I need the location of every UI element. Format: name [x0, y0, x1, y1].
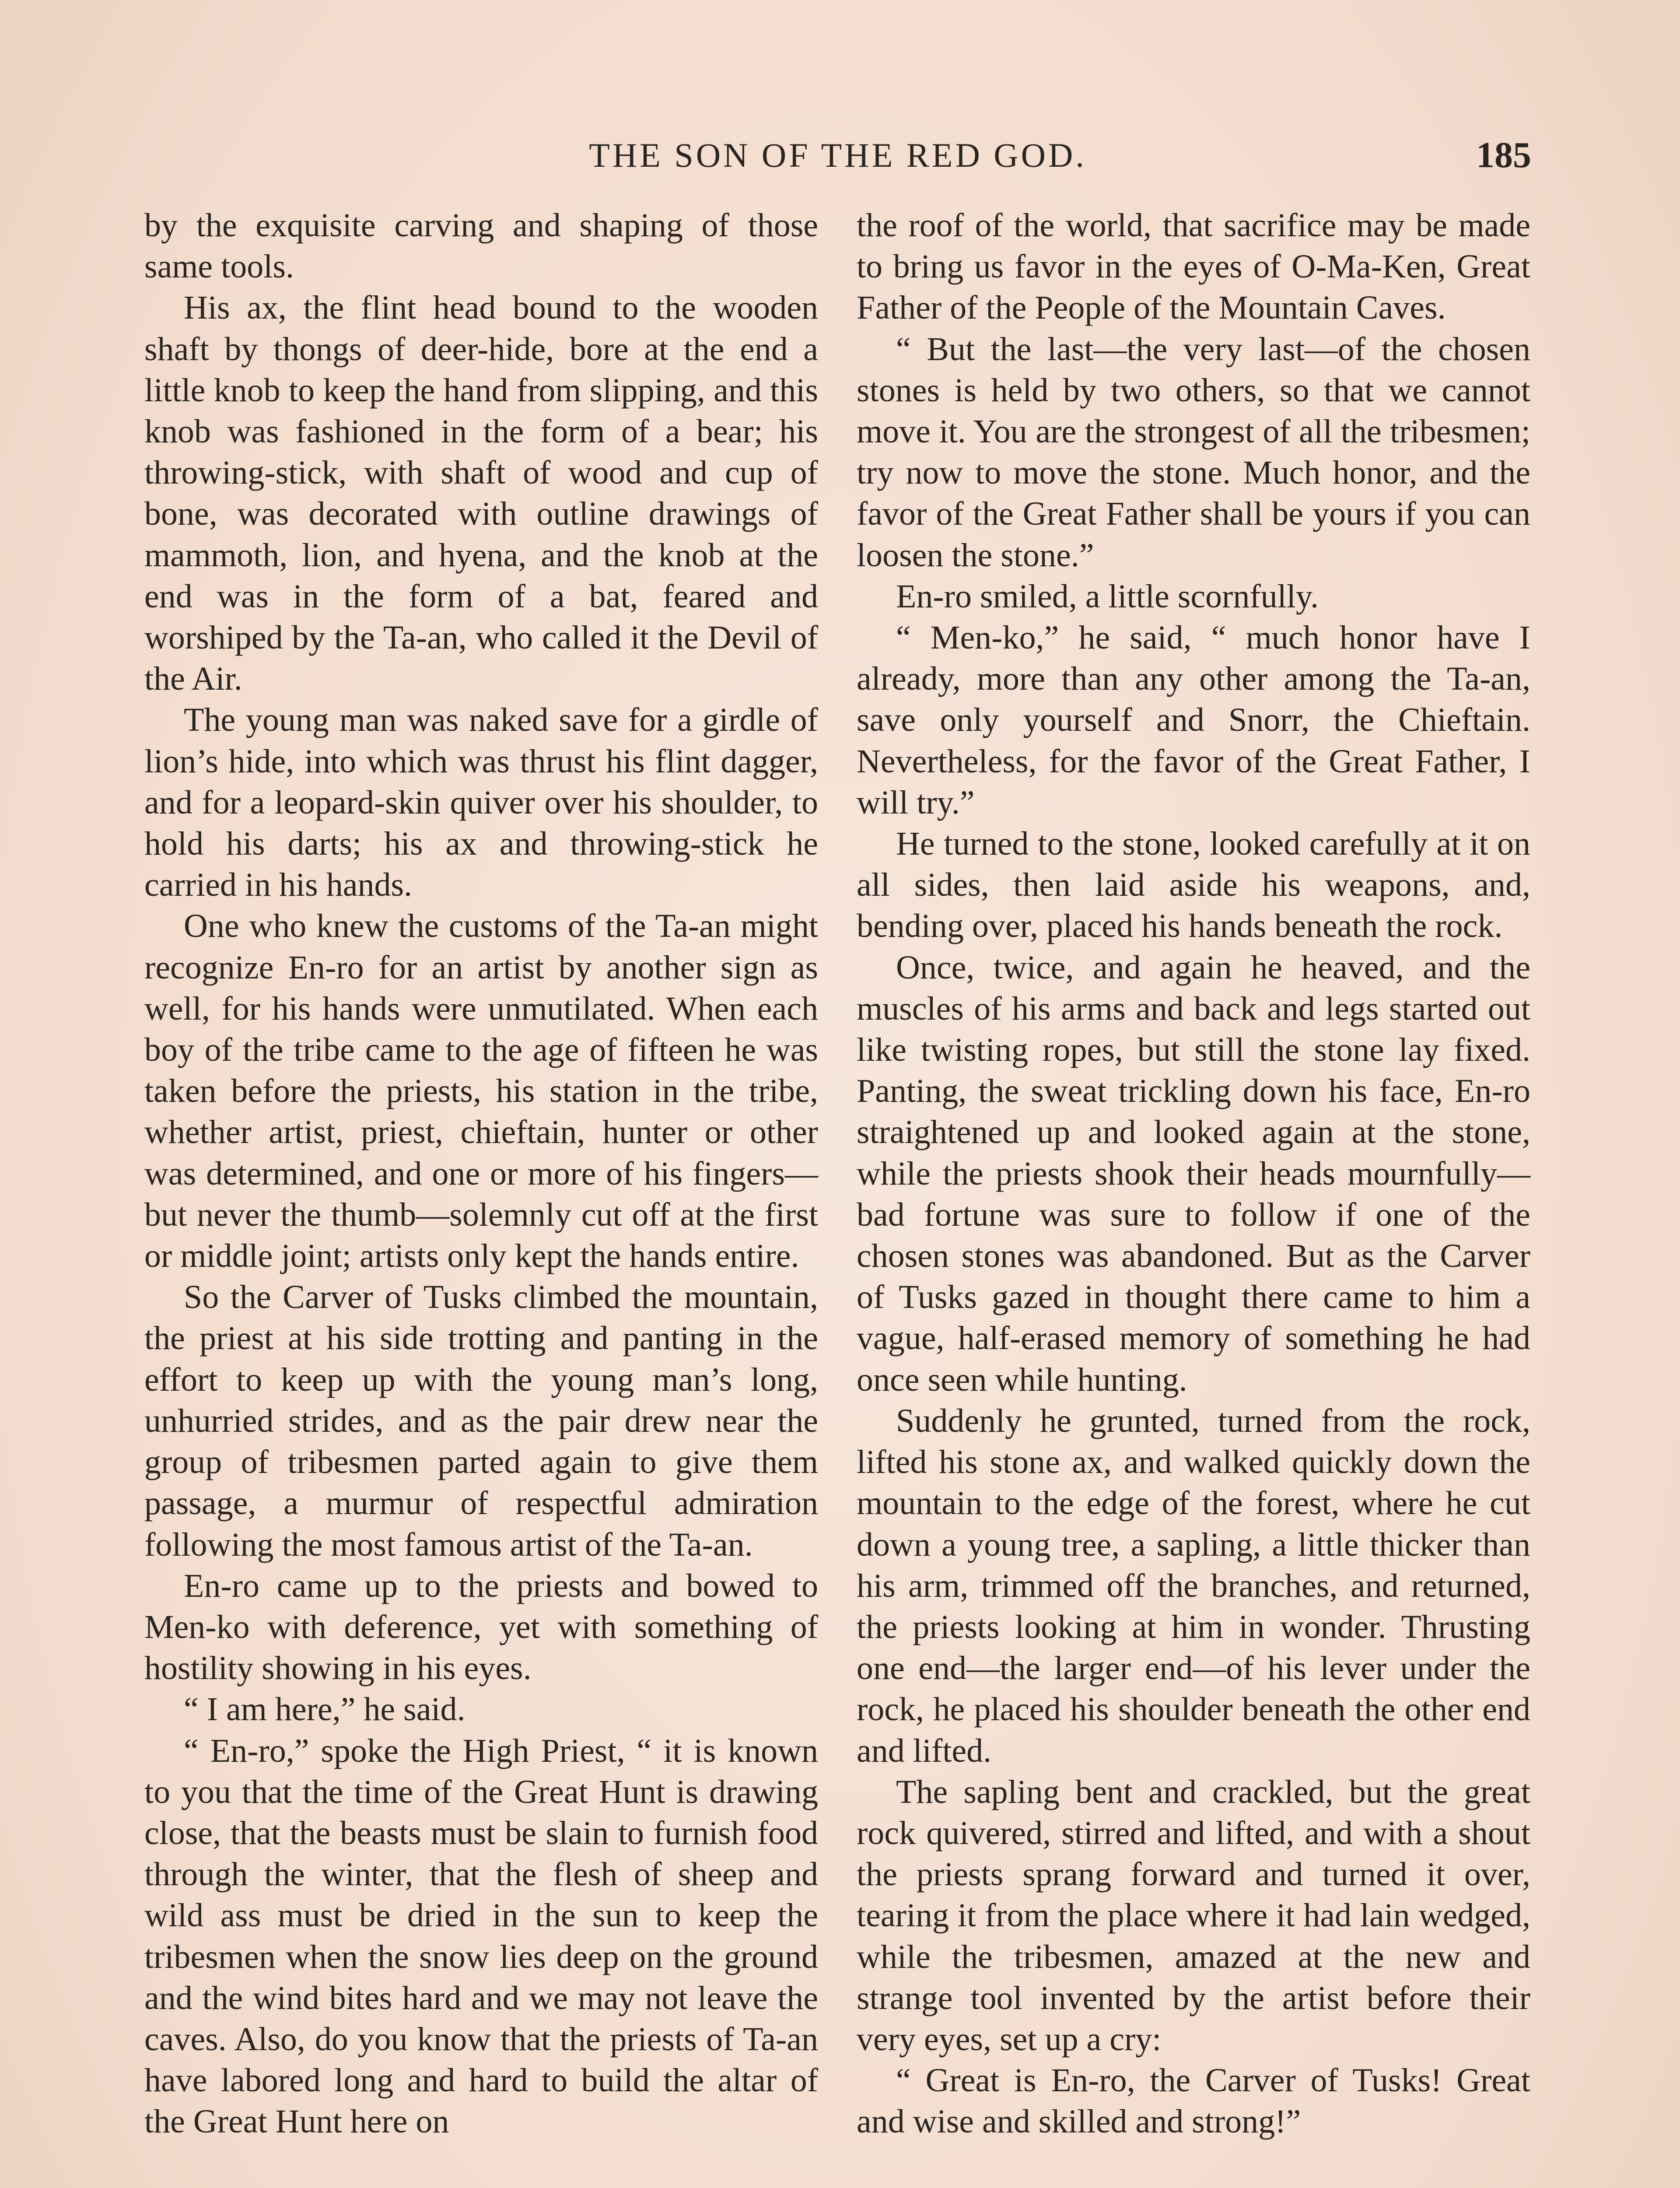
paragraph: Suddenly he grunted, turned from the rock, lifted his stone ax, and walked quickly down the mountain to the edge of the forest, where he cut down a young tree, a sapling, a little thicker than his arm, trimmed off the branches, and returned, the priests looking at him in wonder. Thrusting one end—the larger end—of his lever under the rock, he placed his shoulder beneath the other end and lifted. — [857, 1402, 1530, 1769]
paragraph: by the exquisite carving and shaping of those same tools. — [144, 207, 818, 285]
paragraph: En-ro came up to the priests and bowed to Men-ko with deference, yet with something of hostility showing in his eyes. — [144, 1567, 818, 1687]
paragraph: “ I am here,” he said. — [184, 1691, 466, 1728]
right-column — [857, 205, 1530, 2142]
paragraph: “ Men-ko,” he said, “ much honor have I already, more than any other among the Ta-an, save only yourself and Snorr, the Chieftain. Nevertheless, for the favor of the Great Father, I will try.” — [857, 619, 1530, 821]
paragraph: the roof of the world, that sacrifice may be made to bring us favor in the eyes of O-Ma-Ken, Great Father of the People of the Mountain Caves. — [857, 207, 1530, 326]
paragraph: So the Carver of Tusks climbed the mountain, the priest at his side trotting and panting in the effort to keep up with the young man’s long, unhurried strides, and as the pair drew near the group of tribesmen parted again to give them passage, a murmur of respectful admiration following the most famous artist of the Ta-an. — [144, 1279, 818, 1563]
page-header — [144, 131, 1531, 179]
paragraph: The young man was naked save for a girdle of lion’s hide, into which was thrust his flint dagger, and for a leopard-skin quiver over his shoulder, to hold his darts; his ax and throwing-stick he carried in his hands. — [144, 701, 818, 904]
paragraph: The sapling bent and crackled, but the great rock quivered, stirred and lifted, and with a shout the priests sprang forward and turned it over, tearing it from the place where it had lain wedged, while the tribesmen, amazed at the new and strange tool invented by the artist before their very eyes, set up a cry: — [857, 1773, 1530, 2058]
paragraph: En-ro smiled, a little scornfully. — [896, 578, 1319, 615]
running-head: THE SON OF THE RED GOD. — [589, 136, 1087, 174]
paragraph: “ Great is En-ro, the Carver of Tusks! Great and wise and skilled and strong!” — [857, 2062, 1530, 2140]
left-column — [144, 205, 818, 2142]
paragraph: “ But the last—the very last—of the chosen stones is held by two others, so that we cannot move it. You are the strongest of all the tribesmen; try now to move the stone. Much honor, and the favor of the Great Father shall be yours if you can loosen the stone.” — [857, 330, 1530, 574]
paragraph: His ax, the flint head bound to the wooden shaft by thongs of deer-hide, bore at the end a little knob to keep the hand from slipping, and this knob was fashioned in the form of a bear; his throwing-stick, with shaft of wood and cup of bone, was decorated with outline drawings of mammoth, lion, and hyena, and the knob at the end was in the form of a bat, feared and worshiped by the Ta-an, who called it the Devil of the Air. — [144, 289, 818, 698]
page-number: 185 — [1476, 135, 1531, 175]
paragraph: “ En-ro,” spoke the High Priest, “ it is known to you that the time of the Great Hunt is drawing close, that the beasts must be slain to furnish food through the winter, that the flesh of sheep and wild ass must be dried in the sun to keep the tribesmen when the snow lies deep on the ground and the wind bites hard and we may not leave the caves. Also, do you know that the priests of Ta-an have labored long and hard to build the altar of the Great Hunt here on — [144, 1732, 818, 2140]
paragraph: Once, twice, and again he heaved, and the muscles of his arms and back and legs started out like twisting ropes, but still the stone lay fixed. Panting, the sweat trickling down his face, En-ro straightened up and looked again at the stone, while the priests shook their heads mournfully—bad fortune was sure to follow if one of the chosen stones was abandoned. But as the Carver of Tusks gazed in thought there came to him a vague, half-erased memory of something he had once seen while hunting. — [857, 949, 1530, 1398]
paragraph: He turned to the stone, looked carefully at it on all sides, then laid aside his weapons, and, bending over, placed his hands beneath the rock. — [857, 825, 1530, 945]
paragraph: One who knew the customs of the Ta-an might recognize En-ro for an artist by another sign as well, for his hands were unmutilated. When each boy of the tribe came to the age of fifteen he was taken before the priests, his station in the tribe, whether artist, priest, chieftain, hunter or other was determined, and one or more of his fingers—but never the thumb—solemnly cut off at the first or middle joint; artists only kept the hands entire. — [144, 908, 818, 1275]
